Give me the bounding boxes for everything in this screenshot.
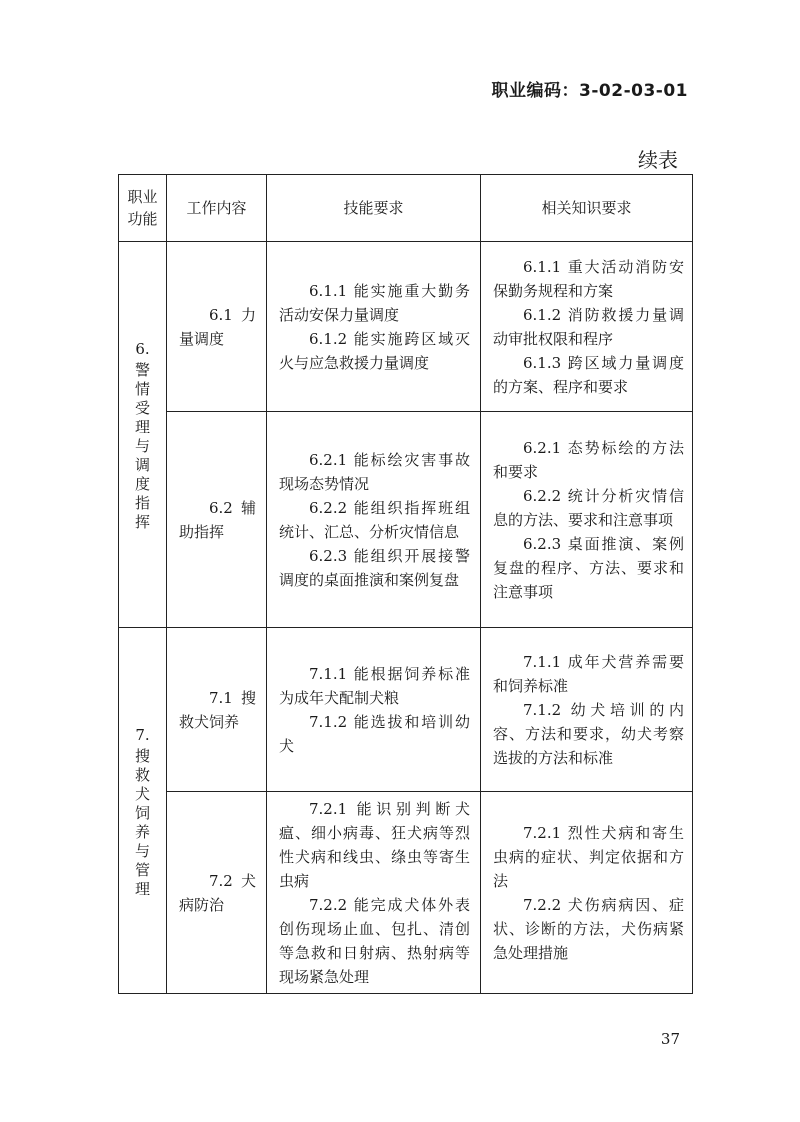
skill-cell: 6.2.1 能标绘灾害事故现场态势情况 6.2.2 能组织指挥班组统计、汇总、分析灾情信息 6.2.3 能组织开展接警调度的桌面推演和案例复盘 <box>267 412 481 628</box>
function-name: 警情受理与调度指挥 <box>134 361 150 531</box>
table-row <box>119 792 693 994</box>
function-number: 6. <box>135 340 150 358</box>
table-row <box>119 412 693 628</box>
skill-cell: 7.1.1 能根据饲养标准为成年犬配制犬粮 7.1.2 能选拔和培训幼犬 <box>267 628 481 792</box>
skills-table <box>118 174 693 994</box>
function-name: 搜救犬饲养与管理 <box>134 746 150 898</box>
work-content: 7.1 搜救犬饲养 <box>167 628 267 792</box>
function-number: 7. <box>135 725 150 744</box>
work-content: 6.2 辅助指挥 <box>167 412 267 628</box>
header-content: 工作内容 <box>167 175 267 242</box>
knowledge-cell: 6.2.1 态势标绘的方法和要求 6.2.2 统计分析灾情信息的方法、要求和注意事项 6.2.3 桌面推演、案例复盘的程序、方法、要求和注意事项 <box>481 412 693 628</box>
continued-label: 续表 <box>638 148 678 172</box>
knowledge-cell: 7.2.1 烈性犬病和寄生虫病的症状、判定依据和方法 7.2.2 犬伤病病因、症状、诊断的方法，犬伤病紧急处理措施 <box>481 792 693 994</box>
header-function: 职业 功能 <box>119 175 167 242</box>
knowledge-cell: 7.1.1 成年犬营养需要和饲养标准 7.1.2 幼犬培训的内容、方法和要求，幼犬考察选拔的方法和标准 <box>481 628 693 792</box>
skill-cell: 7.2.1 能识别判断犬瘟、细小病毒、狂犬病等烈性犬病和线虫、绦虫等寄生虫病 7.2.2 能完成犬体外表创伤现场止血、包扎、清创等急救和日射病、热射病等现场紧急处理 <box>267 792 481 994</box>
function-cell <box>119 628 167 994</box>
work-content: 7.2 犬病防治 <box>167 792 267 994</box>
knowledge-cell: 6.1.1 重大活动消防安保勤务规程和方案 6.1.2 消防救援力量调动审批权限和程序 6.1.3 跨区域力量调度的方案、程序和要求 <box>481 242 693 412</box>
page-number: 37 <box>660 1030 680 1048</box>
table-row <box>119 242 693 412</box>
table-row <box>119 628 693 792</box>
header-knowledge: 相关知识要求 <box>481 175 693 242</box>
table-header-row <box>119 175 693 242</box>
function-cell <box>119 242 167 628</box>
skill-cell: 6.1.1 能实施重大勤务活动安保力量调度 6.1.2 能实施跨区域灭火与应急救援力量调度 <box>267 242 481 412</box>
occupation-code: 职业编码：3-02-03-01 <box>491 81 688 101</box>
work-content: 6.1 力量调度 <box>167 242 267 412</box>
header-skills: 技能要求 <box>267 175 481 242</box>
